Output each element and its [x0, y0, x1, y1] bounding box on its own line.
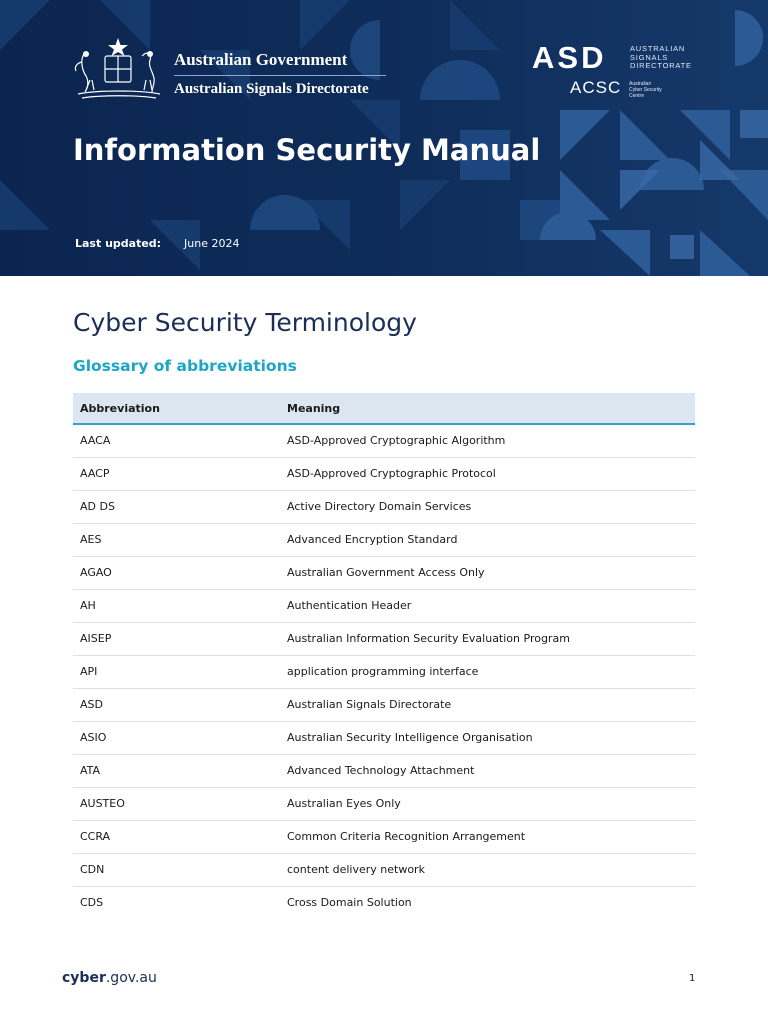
table-row	[73, 589, 695, 622]
meaning-cell: application programming interface	[280, 655, 695, 688]
logo-divider	[174, 75, 386, 76]
meaning-cell: Australian Signals Directorate	[280, 688, 695, 721]
abbreviation-cell: AUSTEO	[73, 787, 280, 820]
table-row	[73, 820, 695, 853]
department-name: Australian Signals Directorate	[174, 81, 369, 97]
table-row	[73, 688, 695, 721]
asd-logo-text: ASD	[532, 40, 607, 75]
abbreviation-cell: API	[73, 655, 280, 688]
page-number: 1	[689, 973, 696, 984]
table-row	[73, 622, 695, 655]
column-header-meaning: Meaning	[280, 393, 695, 424]
meaning-cell: Advanced Encryption Standard	[280, 523, 695, 556]
table-row	[73, 721, 695, 754]
table-row	[73, 424, 695, 457]
asd-acsc-logo	[530, 40, 710, 100]
table-row	[73, 655, 695, 688]
meaning-cell: ASD-Approved Cryptographic Algorithm	[280, 424, 695, 457]
section-title: Cyber Security Terminology	[73, 308, 417, 337]
government-logo	[72, 36, 402, 102]
meaning-cell: Advanced Technology Attachment	[280, 754, 695, 787]
table-row	[73, 886, 695, 919]
abbreviation-cell: CDS	[80, 896, 104, 910]
table-row	[73, 787, 695, 820]
last-updated-value: June 2024	[184, 237, 240, 250]
acsc-logo-text: ACSC	[570, 78, 622, 97]
asd-logo-subtext: AUSTRALIAN SIGNALS DIRECTORATE	[630, 44, 692, 70]
coat-of-arms-icon	[72, 36, 166, 102]
footer-site-rest: .gov.au	[105, 970, 157, 986]
abbreviation-cell: ASIO	[73, 721, 280, 754]
meaning-cell: Australian Security Intelligence Organisation	[280, 721, 695, 754]
meaning-cell: Australian Government Access Only	[280, 556, 695, 589]
abbreviation-cell: AH	[73, 589, 280, 622]
table-row	[73, 490, 695, 523]
meaning-cell: Cross Domain Solution	[287, 896, 412, 910]
abbreviation-cell: AES	[73, 523, 280, 556]
footer-site-link[interactable]	[62, 970, 157, 986]
footer-site-bold: cyber	[62, 970, 106, 986]
meaning-cell: ASD-Approved Cryptographic Protocol	[280, 457, 695, 490]
table-row	[73, 853, 695, 886]
column-header-abbreviation: Abbreviation	[73, 393, 280, 424]
table-row	[73, 457, 695, 490]
abbreviation-cell: AISEP	[73, 622, 280, 655]
document-title: Information Security Manual	[73, 133, 541, 167]
government-name: Australian Government	[174, 50, 348, 69]
table-row	[73, 754, 695, 787]
abbreviation-cell: AD DS	[73, 490, 280, 523]
subsection-title: Glossary of abbreviations	[73, 357, 297, 375]
abbreviation-cell: ATA	[73, 754, 280, 787]
abbreviation-cell: AACA	[73, 424, 280, 457]
meaning-cell: Common Criteria Recognition Arrangement	[280, 820, 695, 853]
abbreviation-cell: ASD	[73, 688, 280, 721]
acsc-logo-subtext: Australian Cyber Security Centre	[629, 81, 662, 99]
abbreviation-cell: AGAO	[73, 556, 280, 589]
table-header-row	[73, 393, 695, 424]
header-banner	[0, 0, 768, 276]
glossary-table	[73, 393, 695, 919]
meaning-cell: Authentication Header	[280, 589, 695, 622]
meaning-cell: content delivery network	[280, 853, 695, 886]
meaning-cell: Australian Information Security Evaluation Program	[280, 622, 695, 655]
table-row	[73, 556, 695, 589]
abbreviation-cell: AACP	[73, 457, 280, 490]
abbreviation-cell: CDN	[73, 853, 280, 886]
meaning-cell: Active Directory Domain Services	[280, 490, 695, 523]
meaning-cell: Australian Eyes Only	[280, 787, 695, 820]
abbreviation-cell: CCRA	[73, 820, 280, 853]
table-row	[73, 523, 695, 556]
last-updated-label: Last updated:	[75, 237, 162, 250]
